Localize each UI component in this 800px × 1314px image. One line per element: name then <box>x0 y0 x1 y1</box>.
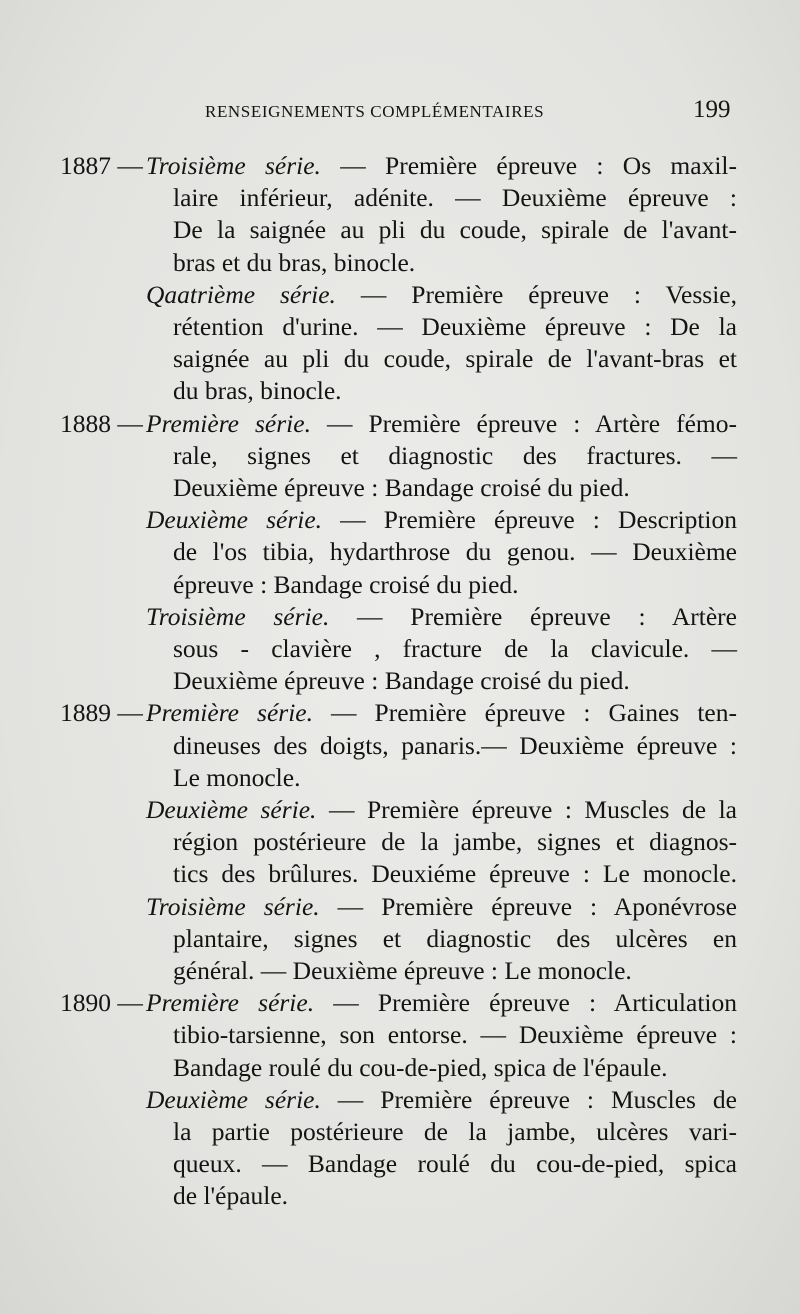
text-line <box>173 214 737 246</box>
year-label: 1888 — <box>60 408 143 438</box>
text-line <box>173 955 632 987</box>
line-text: la partie postérieure de la jambe, ulcères vari- <box>173 1117 737 1146</box>
line-text: bras et du bras, binocle. <box>173 247 416 277</box>
line-text: Le monocle. <box>173 762 301 792</box>
line-text: queux. — Bandage roulé du cou-de-pied, spica <box>173 1149 737 1179</box>
line-text: région postérieure de la jambe, signes et diagnos- <box>173 827 737 857</box>
text-line <box>173 1019 737 1051</box>
line-text: épreuve : Bandage croisé du pied. <box>173 569 519 599</box>
line-text: sous - clavière , fracture de la clavicule. — <box>173 634 737 663</box>
text-line <box>173 1148 737 1180</box>
year-label: 1890 — <box>60 988 143 1018</box>
text-line <box>173 633 737 665</box>
text-line <box>173 375 342 407</box>
text-line <box>173 665 630 697</box>
text-line <box>146 279 737 311</box>
series-heading: Première série. <box>146 408 311 438</box>
line-text: Deuxième épreuve : Bandage croisé du pied. <box>173 666 630 696</box>
text-line <box>146 504 737 536</box>
line-text: saignée au pli du coude, spirale de l'avant-bras et <box>173 344 737 374</box>
line-text: tibio-tarsienne, son entorse. — Deuxième épreuve : <box>173 1020 737 1050</box>
line-text: — Première épreuve : Artère <box>329 601 737 631</box>
line-text: plantaire, signes et diagnostic des ulcères en <box>173 923 737 953</box>
series-heading: Troisième série. <box>146 601 330 631</box>
text-line <box>173 182 737 214</box>
line-text: — Première épreuve : Gaines ten- <box>312 698 737 728</box>
series-heading: Deuxième série. <box>146 1084 321 1114</box>
line-text: Bandage roulé du cou-de-pied, spica de l'épaule. <box>173 1052 668 1082</box>
line-text: — Première épreuve : Description <box>322 505 737 535</box>
series-heading: Première série. <box>146 698 313 728</box>
line-text: — Première épreuve : Artère fémo- <box>310 408 737 438</box>
line-text: De la saignée au pli du coude, spirale de l'avant- <box>173 215 737 245</box>
text-line <box>173 762 300 794</box>
text-line <box>173 311 737 343</box>
year-label: 1889 — <box>60 698 143 728</box>
series-heading: Troisième série. <box>146 891 320 921</box>
text-line <box>60 697 737 729</box>
line-text: général. — Deuxième épreuve : Le monocle. <box>173 956 632 985</box>
text-line <box>173 1180 288 1212</box>
series-heading: Deuxième série. <box>146 505 323 535</box>
series-heading: Troisième série. <box>146 151 321 180</box>
text-line <box>146 794 737 826</box>
text-line <box>146 601 737 633</box>
line-text: dineuses des doigts, panaris.— Deuxième épreuve : <box>173 730 737 760</box>
text-line <box>173 730 737 762</box>
line-text: — Première épreuve : Muscles de <box>320 1084 737 1114</box>
line-text: rale, signes et diagnostic des fractures. — <box>173 440 737 470</box>
line-text: tics des brûlures. Deuxiéme épreuve : Le monocle. <box>173 859 737 889</box>
text-line <box>173 440 737 472</box>
page-header <box>0 96 800 130</box>
series-heading: Première série. <box>146 988 315 1018</box>
text-line <box>173 826 737 858</box>
text-line <box>146 891 737 923</box>
text-line <box>60 408 737 440</box>
text-line <box>173 536 737 568</box>
line-text: — Première épreuve : Vessie, <box>335 279 737 309</box>
line-text: laire inférieur, adénite. — Deuxième épreuve : <box>173 183 737 213</box>
line-text: rétention d'urine. — Deuxième épreuve : De la <box>173 312 737 341</box>
line-text: du bras, binocle. <box>173 376 342 406</box>
year-label: 1887 — <box>60 151 143 180</box>
text-line <box>60 150 737 182</box>
series-heading: Deuxième série. <box>146 795 317 824</box>
line-text: Deuxième épreuve : Bandage croisé du pied. <box>173 473 630 502</box>
text-line <box>173 858 737 890</box>
text-line <box>60 987 737 1019</box>
line-text: de l'os tibia, hydarthrose du genou. — Deuxième <box>173 537 737 567</box>
page-number: 199 <box>693 96 731 123</box>
text-line <box>173 247 415 279</box>
line-text: de l'épaule. <box>173 1181 289 1211</box>
text-line <box>146 1084 737 1116</box>
text-line <box>173 472 630 504</box>
line-text: — Première épreuve : Aponévrose <box>319 891 737 921</box>
text-line <box>173 343 737 375</box>
text-line <box>173 569 519 601</box>
line-text: — Première épreuve : Os maxil- <box>320 151 737 180</box>
running-head: RENSEIGNEMENTS COMPLÉMENTAIRES <box>205 102 545 121</box>
text-line <box>173 923 737 955</box>
line-text: — Première épreuve : Articulation <box>314 988 737 1018</box>
series-heading: Qaatrième série. <box>146 279 336 309</box>
text-line <box>173 1052 668 1084</box>
text-line <box>173 1116 737 1148</box>
line-text: — Première épreuve : Muscles de la <box>316 795 737 824</box>
